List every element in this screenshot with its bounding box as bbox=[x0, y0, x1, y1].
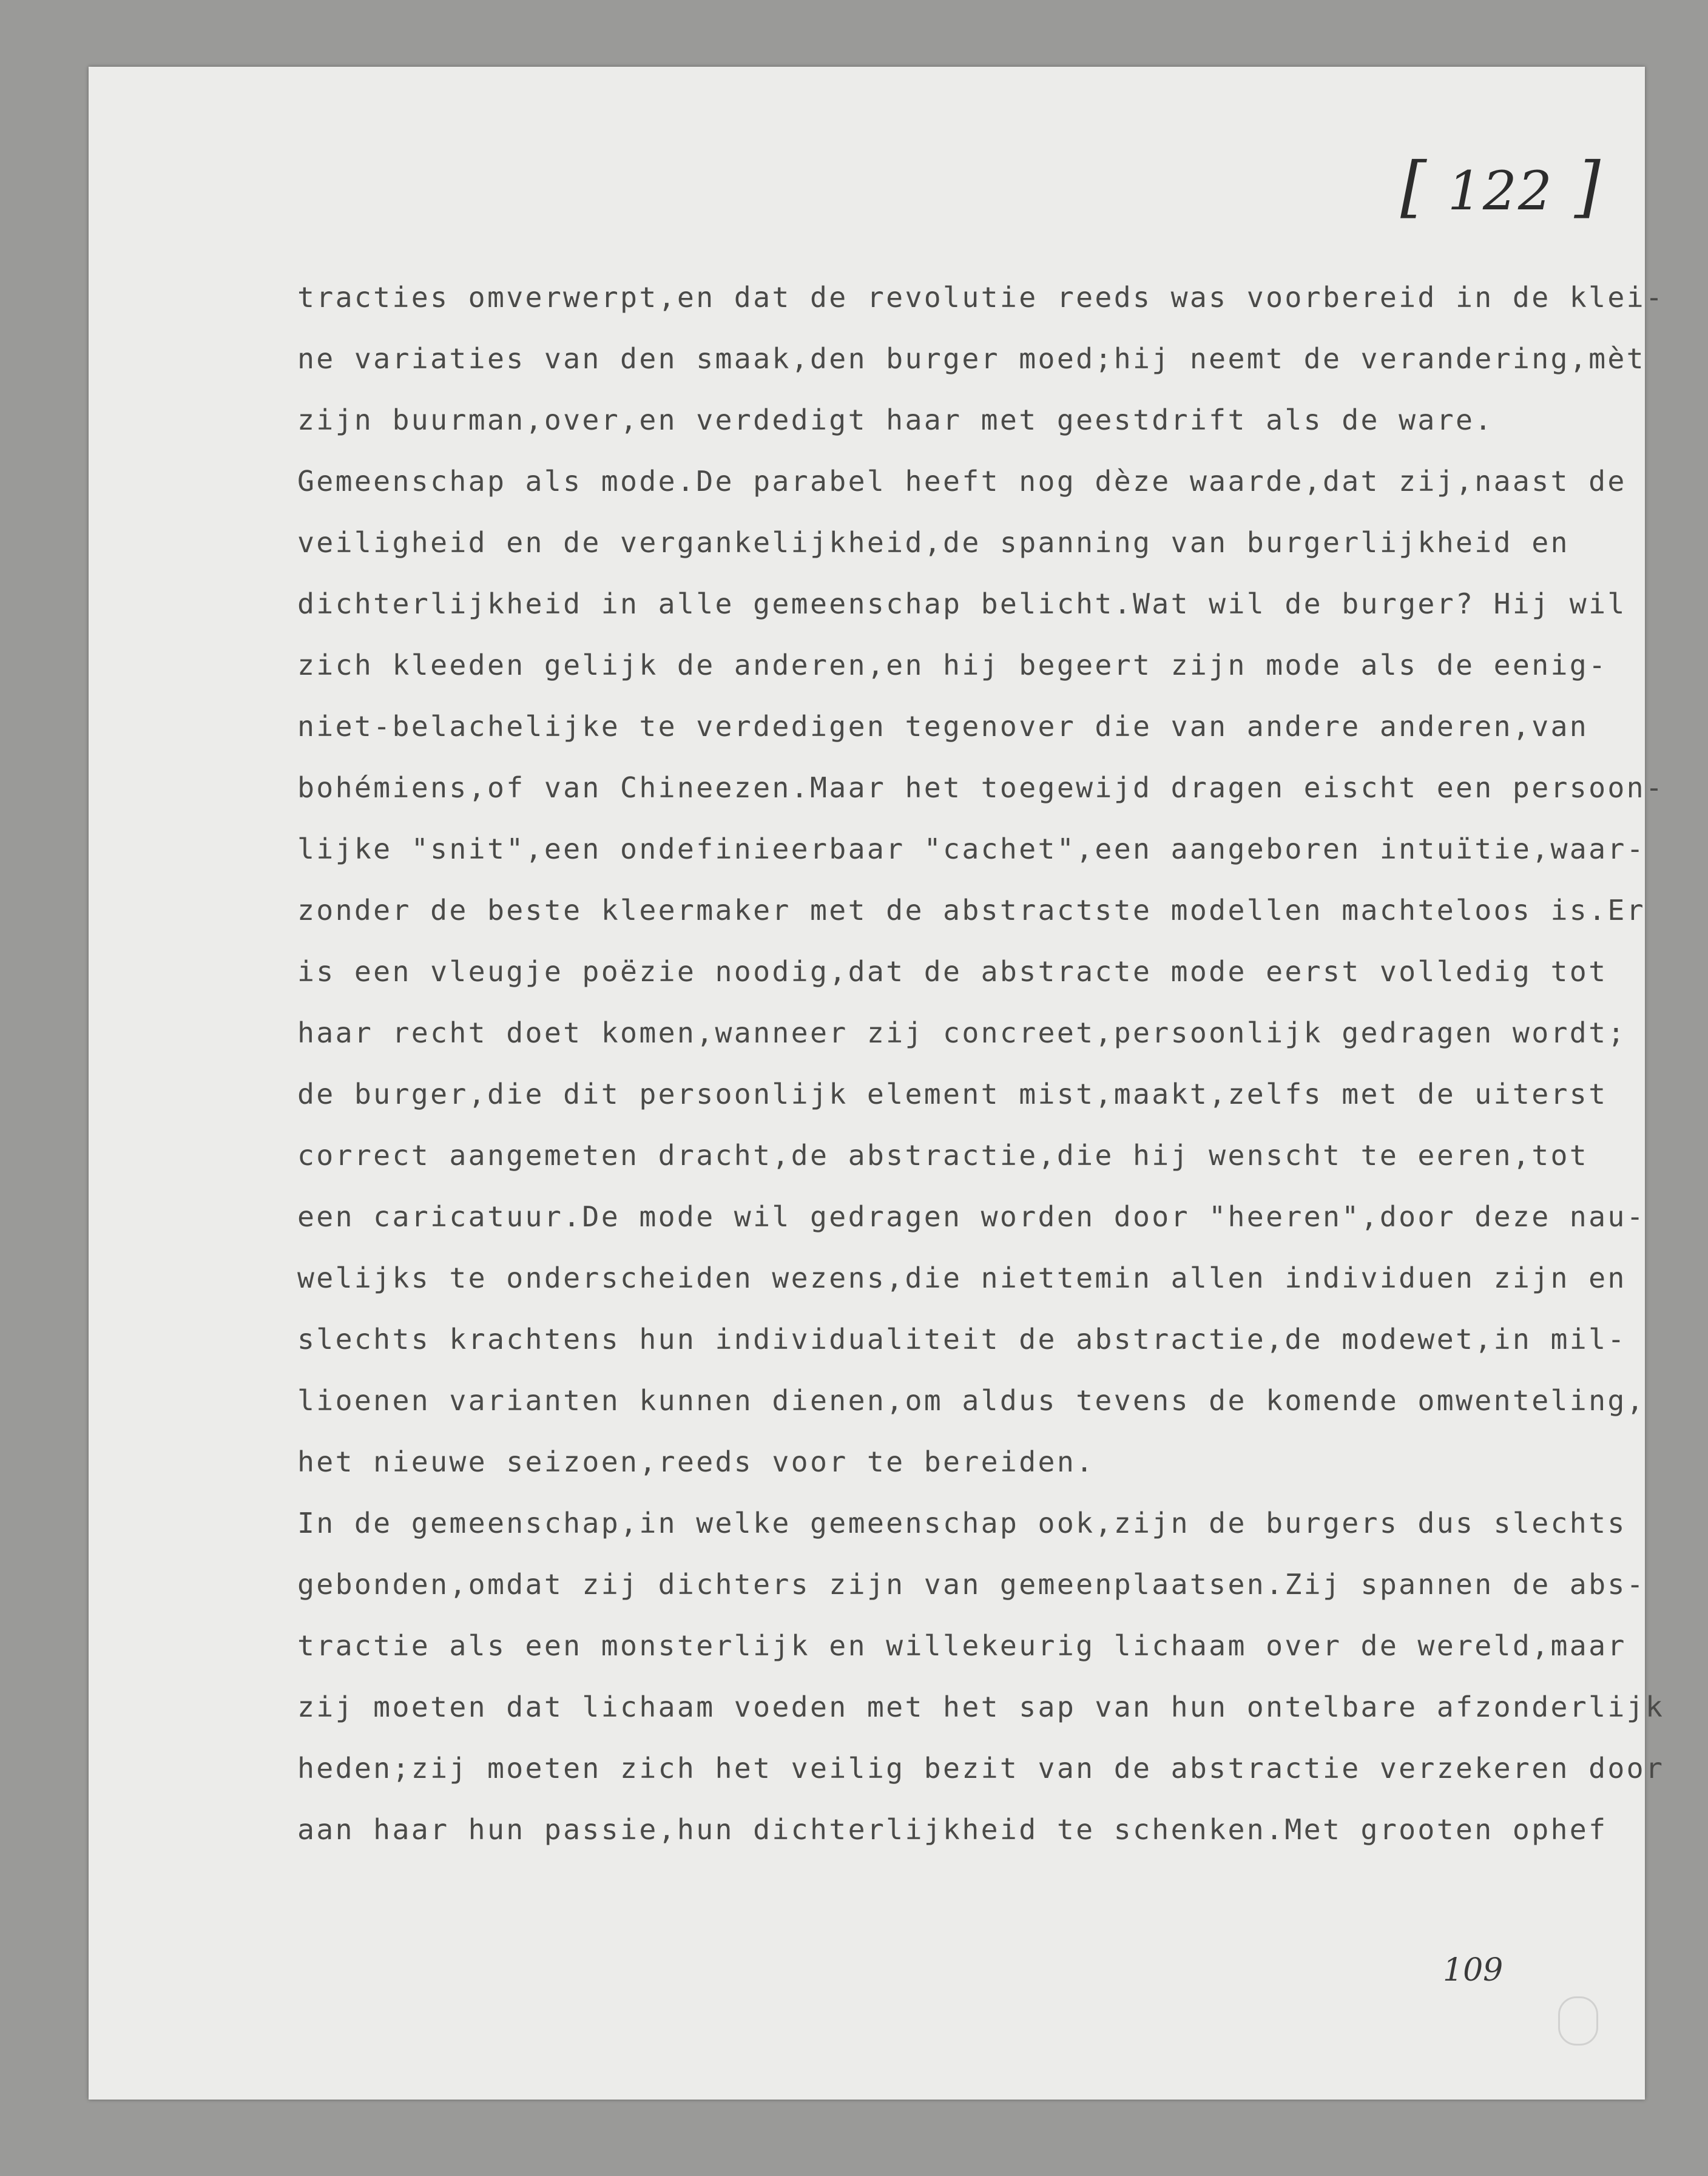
text-line: veiligheid en de vergankelijkheid,de spanning van burgerlijkheid en bbox=[297, 526, 1570, 559]
text-line: gebonden,omdat zij dichters zijn van gemeenplaatsen.Zij spannen de abs- bbox=[297, 1568, 1646, 1601]
text-line: aan haar hun passie,hun dichterlijkheid te schenken.Met grooten ophef bbox=[297, 1813, 1608, 1846]
text-line: zonder de beste kleermaker met de abstractste modellen machteloos is.Er bbox=[297, 894, 1646, 927]
text-line: een caricatuur.De mode wil gedragen worden door "heeren",door deze nau- bbox=[297, 1200, 1646, 1233]
text-line: is een vleugje poëzie noodig,dat de abstracte mode eerst volledig tot bbox=[297, 955, 1608, 988]
typed-text-block bbox=[297, 267, 1665, 1860]
text-line: zijn buurman,over,en verdedigt haar met geestdrift als de ware. bbox=[297, 404, 1494, 436]
text-line: heden;zij moeten zich het veilig bezit van de abstractie verzekeren door bbox=[297, 1752, 1665, 1785]
text-line: Gemeenschap als mode.De parabel heeft nog dèze waarde,dat zij,naast de bbox=[297, 465, 1627, 498]
text-line: lioenen varianten kunnen dienen,om aldus tevens de komende omwenteling, bbox=[297, 1384, 1646, 1417]
text-line: de burger,die dit persoonlijk element mist,maakt,zelfs met de uiterst bbox=[297, 1078, 1608, 1110]
text-line: ne variaties van den smaak,den burger moed;hij neemt de verandering,mèt bbox=[297, 342, 1646, 375]
text-line: slechts krachtens hun individualiteit de abstractie,de modewet,in mil- bbox=[297, 1323, 1627, 1356]
text-line: zich kleeden gelijk de anderen,en hij begeert zijn mode als de eenig- bbox=[297, 649, 1608, 681]
text-line: niet-belachelijke te verdedigen tegenover die van andere anderen,van bbox=[297, 710, 1589, 743]
page-number: 109 bbox=[1443, 1952, 1504, 1988]
folio-bracket-open: [ bbox=[1400, 147, 1426, 225]
text-line: lijke "snit",een ondefinieerbaar "cachet",een aangeboren intuïtie,waar- bbox=[297, 833, 1646, 865]
text-line: correct aangemeten dracht,de abstractie,die hij wenscht te eeren,tot bbox=[297, 1139, 1589, 1172]
text-line: dichterlijkheid in alle gemeenschap belicht.Wat wil de burger? Hij wil bbox=[297, 587, 1627, 620]
folio-bracket-close: ] bbox=[1574, 147, 1601, 225]
folio-number-value: 122 bbox=[1447, 160, 1553, 222]
faint-stamp-mark bbox=[1558, 1996, 1598, 2046]
text-line: het nieuwe seizoen,reeds voor te bereiden. bbox=[297, 1445, 1095, 1478]
text-line: zij moeten dat lichaam voeden met het sap van hun ontelbare afzonderlijk bbox=[297, 1691, 1665, 1723]
text-line: tracties omverwerpt,en dat de revolutie reeds was voorbereid in de klei- bbox=[297, 281, 1665, 314]
text-line: In de gemeenschap,in welke gemeenschap ook,zijn de burgers dus slechts bbox=[297, 1507, 1627, 1539]
text-line: bohémiens,of van Chineezen.Maar het toegewijd dragen eischt een persoon- bbox=[297, 771, 1665, 804]
folio-number bbox=[1400, 141, 1601, 232]
text-line: haar recht doet komen,wanneer zij concreet,persoonlijk gedragen wordt; bbox=[297, 1016, 1627, 1049]
text-line: welijks te onderscheiden wezens,die niettemin allen individuen zijn en bbox=[297, 1262, 1627, 1294]
text-line: tractie als een monsterlijk en willekeurig lichaam over de wereld,maar bbox=[297, 1629, 1627, 1662]
